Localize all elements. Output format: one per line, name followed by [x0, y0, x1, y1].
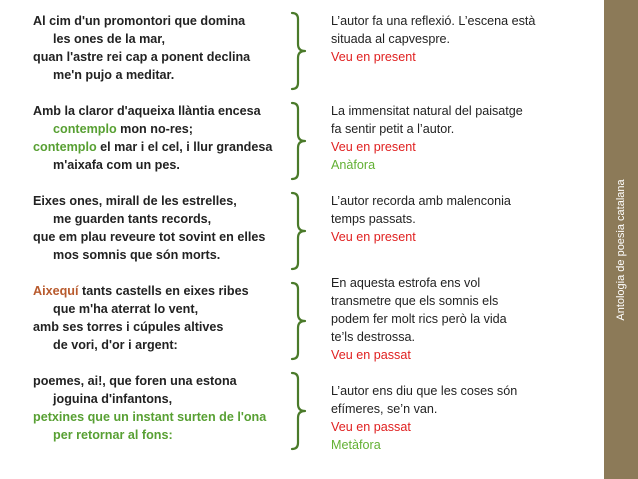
poem-text: me guarden tants records, — [53, 212, 212, 226]
brace-icon — [288, 280, 310, 362]
comment-text: transmetre que els somnis els — [331, 294, 499, 308]
poem-line — [33, 300, 303, 318]
sidebar — [604, 0, 638, 479]
brace-icon — [288, 100, 310, 182]
stanza — [33, 372, 303, 444]
poem-line — [33, 390, 303, 408]
poem-line — [33, 318, 303, 336]
poem-text: poemes, ai!, que foren una estona — [33, 374, 237, 388]
poem-text: m'aixafa com un pes. — [53, 158, 180, 172]
poem-line — [33, 408, 303, 426]
comment — [331, 192, 581, 246]
poem-line — [33, 48, 303, 66]
poem-text: mos somnis que són morts. — [53, 248, 221, 262]
poem-text: contemplo — [53, 122, 117, 136]
comment-tag: Metàfora — [331, 438, 381, 452]
brace-icon — [288, 190, 310, 272]
poem-text: que m'ha aterrat lo vent, — [53, 302, 199, 316]
poem-line — [33, 426, 303, 444]
poem-text: amb ses torres i cúpules altives — [33, 320, 224, 334]
comment — [331, 382, 581, 454]
poem-text: per retornar al fons: — [53, 428, 173, 442]
poem-text: Aixequí — [33, 284, 79, 298]
poem-line — [33, 120, 303, 138]
comment-text: efímeres, se’n van. — [331, 402, 438, 416]
poem-text: me'n pujo a meditar. — [53, 68, 175, 82]
stanza — [33, 282, 303, 354]
poem-line — [33, 138, 303, 156]
brace-icon — [288, 370, 310, 452]
comment-tag: Anàfora — [331, 158, 376, 172]
poem-text: petxines que un instant surten de l'ona — [33, 410, 267, 424]
poem-line — [33, 282, 303, 300]
poem-line — [33, 372, 303, 390]
poem-text: Al cim d'un promontori que domina — [33, 14, 246, 28]
poem-line — [33, 12, 303, 30]
poem-line — [33, 210, 303, 228]
sidebar-title: Antologia de poesia catalana — [615, 179, 627, 321]
comment-text: En aquesta estrofa ens vol — [331, 276, 481, 290]
comment-text: fa sentir petit a l’autor. — [331, 122, 455, 136]
poem-text: el mar i el cel, i llur grandesa — [96, 140, 273, 154]
comment-text: situada al capvespre. — [331, 32, 451, 46]
comment-tag: Veu en present — [331, 140, 416, 154]
stanza — [33, 102, 303, 174]
poem-text: Amb la claror d'aqueixa llàntia encesa — [33, 104, 261, 118]
poem-line — [33, 228, 303, 246]
poem-text: Eixes ones, mirall de les estrelles, — [33, 194, 237, 208]
poem — [33, 12, 303, 462]
comment-text: temps passats. — [331, 212, 416, 226]
comment-tag: Veu en passat — [331, 420, 411, 434]
poem-text: quan l'astre rei cap a ponent declina — [33, 50, 251, 64]
comment-text: podem fer molt rics però la vida — [331, 312, 507, 326]
comment — [331, 274, 581, 364]
comment-text: L’autor ens diu que les coses són — [331, 384, 518, 398]
poem-text: les ones de la mar, — [53, 32, 166, 46]
poem-text: tants castells en eixes ribes — [78, 284, 249, 298]
poem-line — [33, 192, 303, 210]
poem-text: de vori, d'or i argent: — [53, 338, 178, 352]
comment — [331, 12, 581, 66]
comment-text: te’ls destrossa. — [331, 330, 415, 344]
poem-line — [33, 246, 303, 264]
comment-tag: Veu en passat — [331, 348, 411, 362]
poem-line — [33, 156, 303, 174]
poem-line — [33, 336, 303, 354]
stanza — [33, 12, 303, 84]
comment-text: La immensitat natural del paisatge — [331, 104, 523, 118]
comment-text: L’autor recorda amb malenconia — [331, 194, 511, 208]
comment — [331, 102, 581, 174]
comment-tag: Veu en present — [331, 50, 416, 64]
stanza — [33, 192, 303, 264]
comment-text: L’autor fa una reflexió. L’escena està — [331, 14, 536, 28]
poem-line — [33, 66, 303, 84]
poem-text: que em plau reveure tot sovint en elles — [33, 230, 266, 244]
brace-icon — [288, 10, 310, 92]
poem-text: contemplo — [33, 140, 97, 154]
poem-line — [33, 30, 303, 48]
poem-text: joguina d'infantons, — [53, 392, 173, 406]
poem-text: mon no-res; — [116, 122, 193, 136]
poem-line — [33, 102, 303, 120]
comment-tag: Veu en present — [331, 230, 416, 244]
